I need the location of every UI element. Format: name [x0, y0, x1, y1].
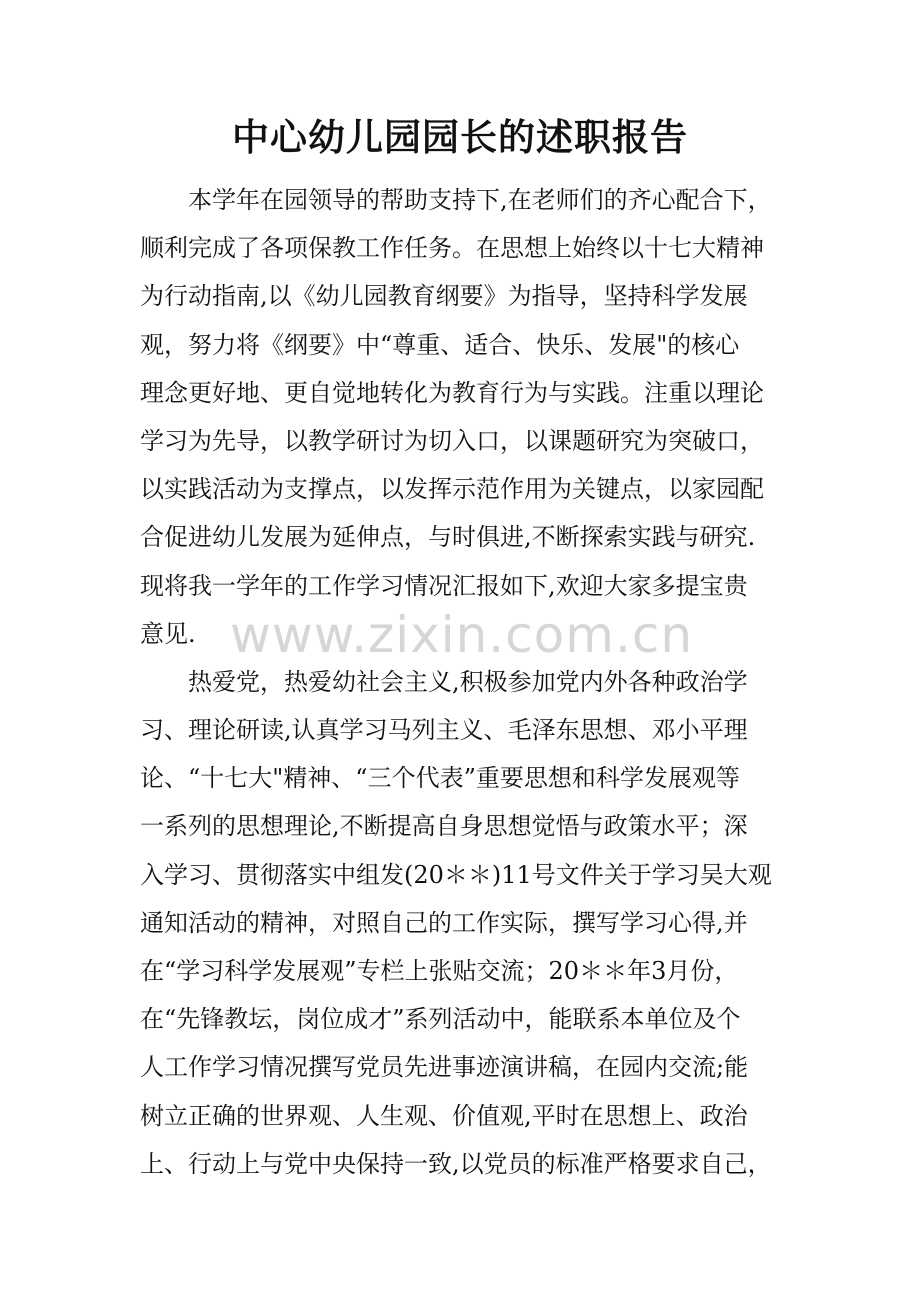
text-line: 论、“十七大"精神、“三个代表”重要思想和科学发展观等 [140, 764, 740, 793]
text-line: 意见. [140, 619, 196, 648]
text-line: 入学习、贯彻落实中组发(20＊＊)11号文件关于学习吴大观 [140, 860, 772, 889]
text-line: 观，努力将《纲要》中“尊重、适合、快乐、发展"的核心 [140, 330, 740, 359]
text-line: 热爱党，热爱幼社会主义,积极参加党内外各种政治学 [188, 667, 748, 696]
text-line: 现将我一学年的工作学习情况汇报如下,欢迎大家多提宝贵 [140, 571, 748, 600]
text-line: 通知活动的精神，对照自己的工作实际，撰写学习心得,并 [140, 908, 748, 937]
text-line: 为行动指南,以《幼儿园教育纲要》为指导，坚持科学发展 [140, 282, 748, 311]
text-line: 合促进幼儿发展为延伸点，与时俱进,不断探索实践与研究. [140, 523, 756, 552]
page-title: 中心幼儿园园长的述职报告 [232, 115, 688, 159]
text-line: 一系列的思想理论,不断提高自身思想觉悟与政策水平；深 [140, 812, 748, 841]
text-line: 顺利完成了各项保教工作任务。在思想上始终以十七大精神 [140, 234, 764, 263]
text-line: 在“先锋教坛，岗位成才”系列活动中，能联系本单位及个 [140, 1005, 741, 1034]
text-line: 习、理论研读,认真学习马列主义、毛泽东思想、邓小平理 [140, 716, 748, 745]
text-line: 在“学习科学发展观”专栏上张贴交流；20＊＊年3月份， [140, 957, 739, 985]
text-line: 树立正确的世界观、人生观、价值观,平时在思想上、政治 [140, 1101, 748, 1130]
text-line: 学习为先导，以教学研讨为切入口，以课题研究为突破口， [140, 426, 764, 455]
text-line: 上、行动上与党中央保持一致,以党员的标准严格要求自己， [140, 1149, 772, 1178]
text-line: 以实践活动为支撑点，以发挥示范作用为关键点，以家园配 [140, 475, 764, 504]
text-line: 本学年在园领导的帮助支持下,在老师们的齐心配合下， [188, 186, 772, 214]
text-line: 理念更好地、更自觉地转化为教育行为与实践。注重以理论 [140, 378, 764, 407]
document-body [140, 176, 800, 1188]
watermark: www.zixin.com.cn [230, 606, 694, 664]
text-line: 人工作学习情况撰写党员先进事迹演讲稿，在园内交流;能 [140, 1053, 749, 1082]
